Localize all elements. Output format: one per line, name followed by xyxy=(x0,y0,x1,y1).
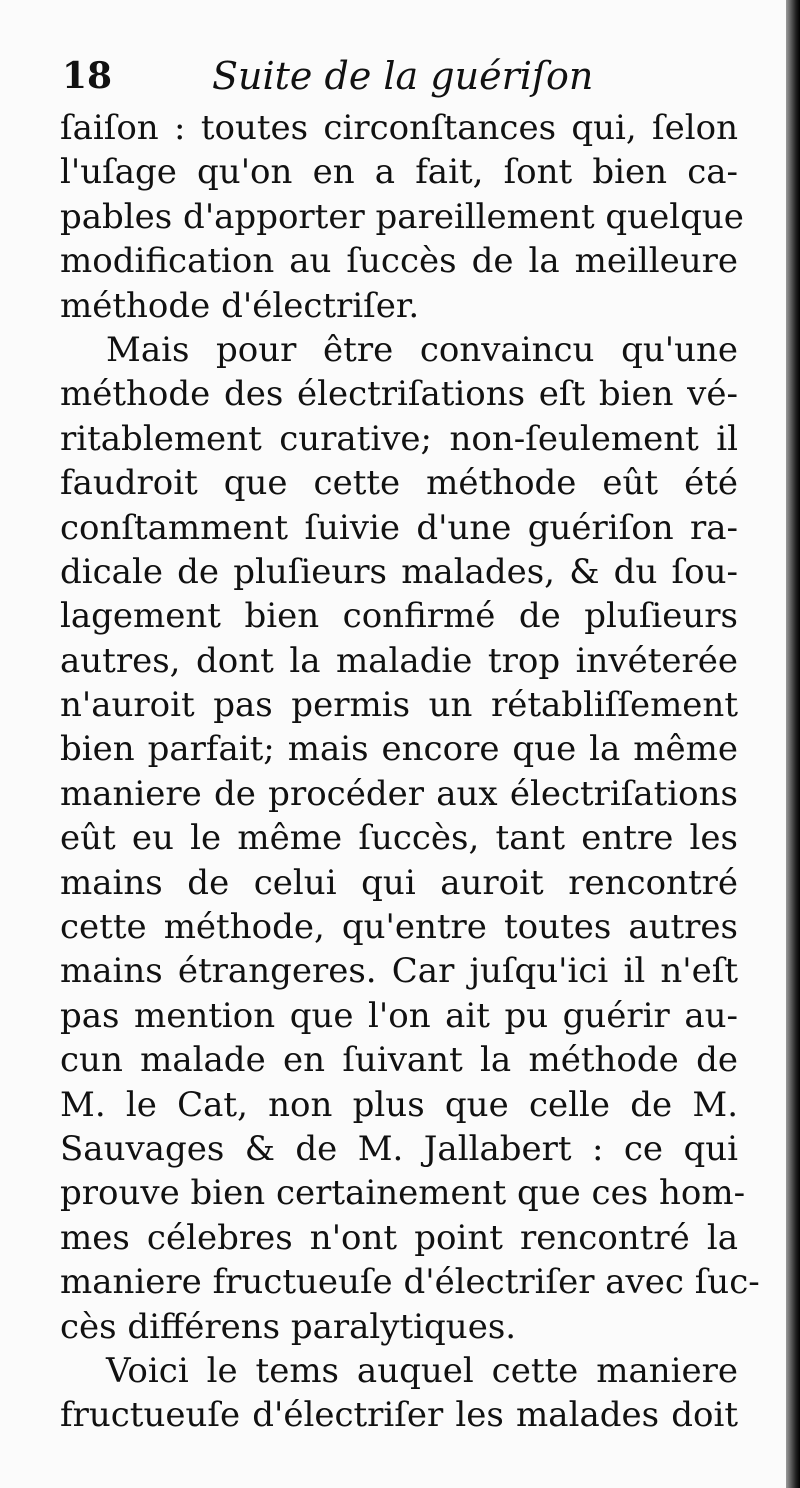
text-line: conſtamment ſuivie d'une guériſon ra- xyxy=(60,507,738,548)
text-line: autres, dont la maladie trop invéterée xyxy=(60,640,738,681)
text-line: ritablement curative; non-ſeulement il xyxy=(60,418,738,459)
page-header xyxy=(62,54,742,114)
text-line: mains étrangeres. Car juſqu'ici il n'eſt xyxy=(60,951,738,992)
text-line: n'auroit pas permis un rétabliſſement xyxy=(60,685,738,726)
text-line: mes célebres n'ont point rencontré la xyxy=(60,1217,738,1258)
page-spine-shadow xyxy=(786,0,800,1488)
text-line: pas mention que l'on ait pu guérir au- xyxy=(60,995,738,1036)
text-line: fructueuſe d'électriſer les malades doit xyxy=(60,1395,738,1436)
text-line: l'uſage qu'on en a fait, ſont bien ca- xyxy=(60,152,738,193)
body-text xyxy=(60,106,760,1438)
text-line: maniere de procéder aux électriſations xyxy=(60,773,738,814)
text-line: cun malade en ſuivant la méthode de xyxy=(60,1040,738,1081)
text-line: mains de celui qui auroit rencontré xyxy=(60,862,738,903)
text-line: Voici le tems auquel cette maniere xyxy=(106,1350,738,1391)
running-title: Suite de la guériſon xyxy=(212,54,594,98)
text-line: maniere fructueuſe d'électriſer avec ſuc- xyxy=(60,1262,760,1303)
text-line: ſaiſon : toutes circonſtances qui, ſelon xyxy=(60,108,738,148)
text-line: M. le Cat, non plus que celle de M. xyxy=(60,1084,738,1125)
text-line: prouve bien certainement que ces hom- xyxy=(60,1173,746,1214)
text-line: Sauvages & de M. Jallabert : ce qui xyxy=(60,1128,738,1169)
text-line: dicale de pluſieurs malades, & du ſou- xyxy=(60,551,738,592)
page-number: 18 xyxy=(62,55,113,97)
text-line: Mais pour être convaincu qu'une xyxy=(106,329,738,370)
text-line: cette méthode, qu'entre toutes autres xyxy=(60,907,738,948)
text-line: méthode des électriſations eſt bien vé- xyxy=(60,374,738,415)
text-line: faudroit que cette méthode eût été xyxy=(60,463,738,504)
text-line: pables d'apporter pareillement quelque xyxy=(60,196,744,237)
text-line: lagement bien confirmé de pluſieurs xyxy=(60,596,738,637)
text-line: bien parfait; mais encore que la même xyxy=(60,729,738,770)
text-line: cès différens paralytiques. xyxy=(60,1306,517,1347)
text-line: modification au ſuccès de la meilleure xyxy=(60,241,738,282)
text-line: eût eu le même ſuccès, tant entre les xyxy=(60,818,738,859)
text-line: méthode d'électriſer. xyxy=(60,285,420,326)
